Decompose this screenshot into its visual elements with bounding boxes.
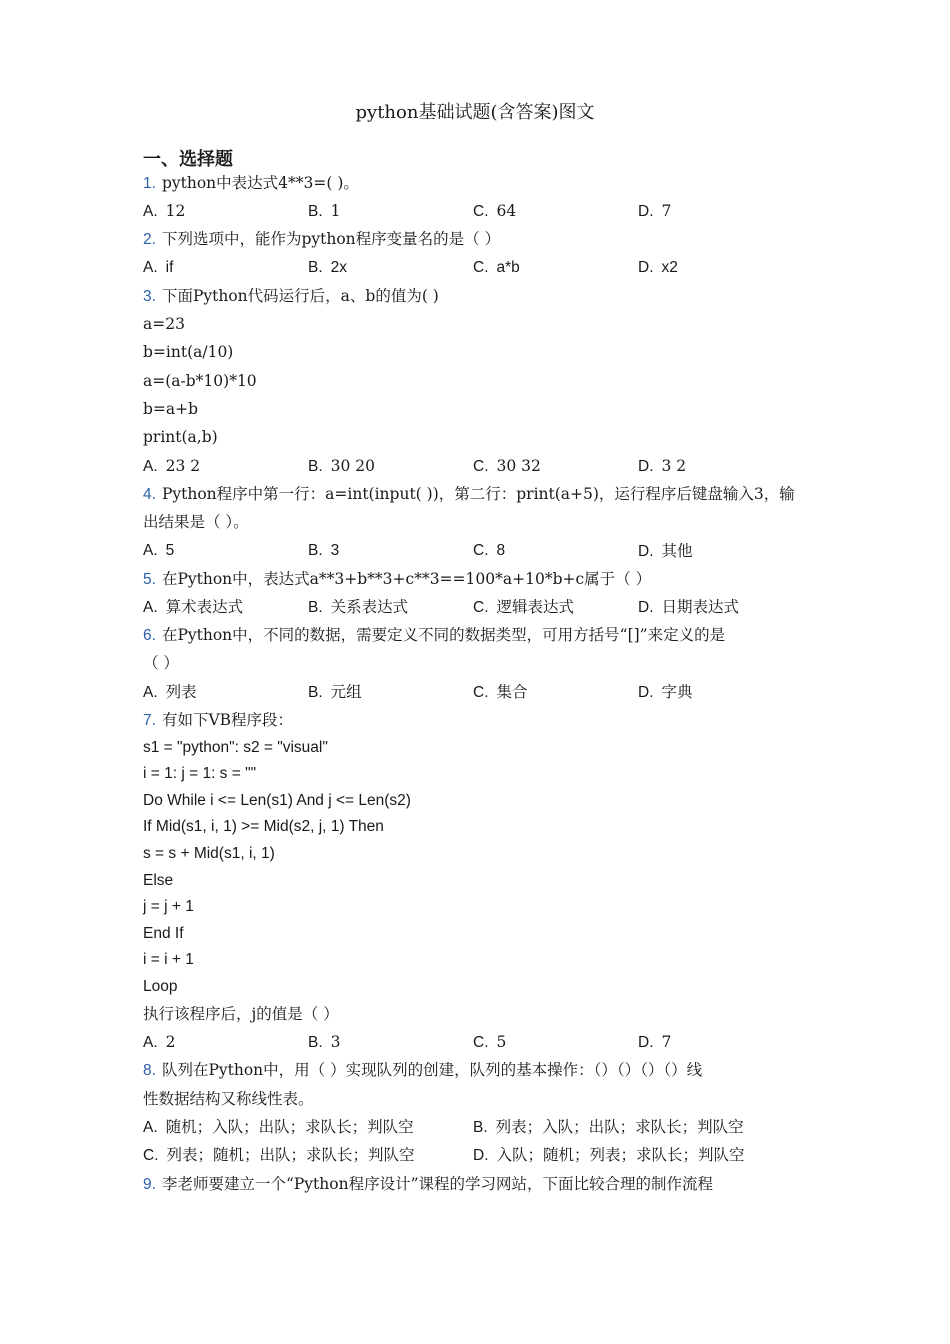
code-line: a=23 xyxy=(143,315,185,333)
option-a: A. if xyxy=(143,259,174,276)
option-a: A. 12 xyxy=(143,202,186,220)
option-a: A. 列表 xyxy=(143,683,197,701)
code-line: b=a+b xyxy=(143,400,199,418)
option-c: C. 8 xyxy=(473,542,506,559)
option-b: B. 1 xyxy=(308,202,341,220)
option-b: B. 3 xyxy=(308,542,340,559)
question-stem-cont: （ ） xyxy=(143,654,179,672)
option-c: C. 30 32 xyxy=(473,457,541,475)
question-number: 3. xyxy=(143,288,156,305)
option-d: D. 入队；随机；列表；求队长；判队空 xyxy=(473,1146,745,1164)
option-a: A. 随机；入队；出队；求队长；判队空 xyxy=(143,1118,414,1136)
option-d: D. 其他 xyxy=(638,542,693,560)
question-number: 2. xyxy=(143,231,156,248)
question-9 xyxy=(143,1173,713,1196)
question-number: 5. xyxy=(143,571,156,588)
option-a: A. 23 2 xyxy=(143,457,201,475)
code-line: j = j + 1 xyxy=(143,898,194,915)
option-c: C. 逻辑表达式 xyxy=(473,598,575,616)
question-stem: 队列在Python中，用（ ）实现队列的创建，队列的基本操作：（）（）（）（）线 xyxy=(161,1061,703,1079)
code-line: b=int(a/10) xyxy=(143,343,234,361)
question-2 xyxy=(143,228,500,251)
question-stem: 在Python中，表达式a**3+b**3+c**3==100*a+10*b+c属于（ ） xyxy=(161,570,652,588)
question-3 xyxy=(143,285,439,308)
option-d: D. 日期表达式 xyxy=(638,598,740,616)
question-5 xyxy=(143,568,651,591)
question-4 xyxy=(143,483,795,506)
code-line: print(a,b) xyxy=(143,428,218,446)
code-line: s1 = "python": s2 = "visual" xyxy=(143,739,328,756)
option-d: D. 7 xyxy=(638,1033,672,1051)
question-stem: python中表达式4**3=( )。 xyxy=(161,174,359,192)
option-a: A. 5 xyxy=(143,542,175,559)
option-c: C. 集合 xyxy=(473,683,528,701)
option-c: C. 列表；随机；出队；求队长；判队空 xyxy=(143,1146,415,1164)
question-number: 9. xyxy=(143,1176,156,1193)
option-b: B. 关系表达式 xyxy=(308,598,409,616)
option-a: A. 2 xyxy=(143,1033,176,1051)
section-heading: 一、选择题 xyxy=(143,149,233,170)
question-number: 1. xyxy=(143,175,156,192)
question-stem: 李老师要建立一个“Python程序设计”课程的学习网站，下面比较合理的制作流程 xyxy=(161,1175,713,1193)
option-b: B. 元组 xyxy=(308,683,362,701)
option-d: D. 3 2 xyxy=(638,457,687,475)
question-stem: 有如下VB程序段： xyxy=(161,711,294,729)
code-line: Else xyxy=(143,872,174,889)
question-1 xyxy=(143,172,359,195)
question-8 xyxy=(143,1059,702,1082)
option-b: B. 列表；入队；出队；求队长；判队空 xyxy=(473,1118,744,1136)
question-stem: 下面Python代码运行后，a、b的值为( ) xyxy=(161,287,439,305)
code-line: i = 1: j = 1: s = "" xyxy=(143,765,257,782)
question-6 xyxy=(143,624,725,647)
code-line: a=(a-b*10)*10 xyxy=(143,372,257,390)
code-line: i = i + 1 xyxy=(143,951,194,968)
question-7 xyxy=(143,709,293,732)
code-line: Loop xyxy=(143,978,178,995)
option-b: B. 3 xyxy=(308,1033,341,1051)
option-b: B. 2x xyxy=(308,259,348,276)
option-b: B. 30 20 xyxy=(308,457,376,475)
code-line: If Mid(s1, i, 1) >= Mid(s2, j, 1) Then xyxy=(143,818,384,835)
question-stem: 在Python中，不同的数据，需要定义不同的数据类型，可用方括号“[]”来定义的是 xyxy=(161,626,726,644)
question-followup: 执行该程序后，j的值是（ ） xyxy=(143,1005,339,1023)
question-stem: 下列选项中，能作为python程序变量名的是（ ） xyxy=(161,230,501,248)
code-line: Do While i <= Len(s1) And j <= Len(s2) xyxy=(143,792,411,809)
option-d: D. 7 xyxy=(638,202,672,220)
question-number: 7. xyxy=(143,712,156,729)
question-number: 6. xyxy=(143,627,156,644)
page-title: python基础试题(含答案)图文 xyxy=(355,102,595,123)
option-c: C. 64 xyxy=(473,202,517,220)
option-c: C. 5 xyxy=(473,1033,507,1051)
question-number: 8. xyxy=(143,1062,156,1079)
option-d: D. x2 xyxy=(638,259,678,276)
question-number: 4. xyxy=(143,486,156,503)
code-line: s = s + Mid(s1, i, 1) xyxy=(143,845,275,862)
option-c: C. a*b xyxy=(473,259,520,276)
code-line: End If xyxy=(143,925,184,942)
question-stem: Python程序中第一行：a=int(input( ))，第二行：print(a+5)，运行程序后键盘输入3，输 xyxy=(161,485,795,503)
option-d: D. 字典 xyxy=(638,683,693,701)
question-stem-cont: 出结果是（ ）。 xyxy=(143,513,249,531)
question-stem-cont: 性数据结构又称线性表。 xyxy=(143,1090,314,1108)
option-a: A. 算术表达式 xyxy=(143,598,244,616)
